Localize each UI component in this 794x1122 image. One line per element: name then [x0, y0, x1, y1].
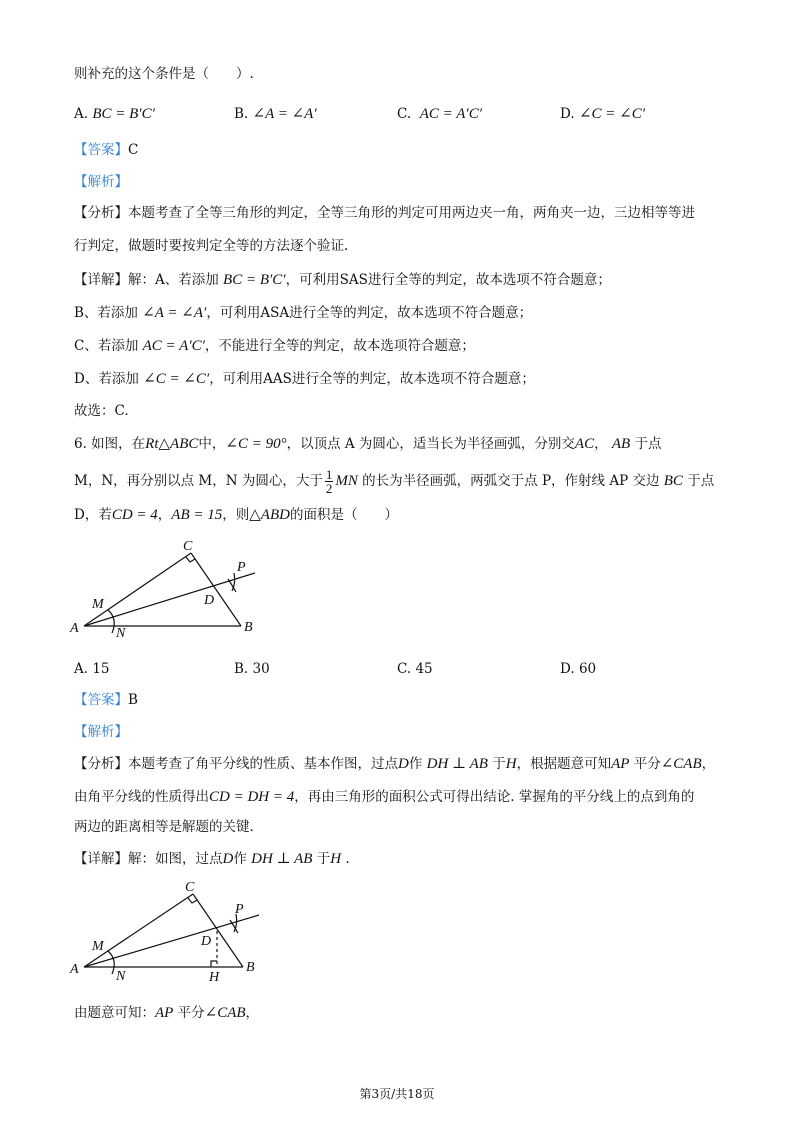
- label-m: M: [92, 939, 104, 954]
- q6-option-a: A. 15: [74, 661, 110, 677]
- q5-option-a: A. BC = B′C′: [74, 106, 155, 122]
- label-p: P: [237, 560, 246, 575]
- q6-answer: 【答案】B: [74, 692, 138, 708]
- q6-analysis-line1: 【分析】本题考查了角平分线的性质、基本作图，过点D作 DH ⊥ AB 于H，根据题意可知AP 平分∠CAB，: [74, 756, 716, 772]
- label-a: A: [70, 962, 79, 977]
- q5-option-c: C. AC = A′C′: [397, 106, 482, 122]
- q5-detail-d: D、若添加 ∠C = ∠C′，可利用AAS进行全等的判定，故本选项不符合题意；: [74, 371, 535, 387]
- label-m: M: [92, 597, 104, 612]
- label-b: B: [244, 620, 253, 635]
- triangle-figure-1: [60, 535, 270, 645]
- q5-option-b: B. ∠A = ∠A′: [234, 106, 317, 122]
- arc-mn: [108, 610, 114, 633]
- label-d: D: [201, 934, 212, 949]
- intro-line: [74, 64, 254, 84]
- q6-line1: 6. 如图，在Rt△ABC中，∠C = 90°，以顶点 A 为圆心，适当长为半径画弧，分别交AC， AB 于点: [74, 436, 662, 452]
- label-h: H: [209, 970, 220, 985]
- q5-analysis-line2: 行判定，做题时要按判定全等的方法逐个验证.: [74, 238, 349, 254]
- q5-answer: 【答案】C: [74, 142, 139, 158]
- label-c: C: [185, 880, 195, 895]
- label-n: N: [116, 626, 126, 641]
- label-d: D: [204, 593, 215, 608]
- label-a: A: [70, 621, 79, 636]
- q6-option-c: C. 45: [397, 661, 433, 677]
- q5-jiexi: 【解析】: [74, 174, 128, 190]
- q5-analysis-line1: 【分析】本题考查了全等三角形的判定，全等三角形的判定可用两边夹一角，两角夹一边，三边相等等进: [74, 205, 695, 221]
- intro-text: 则补充的这个条件是（ ）.: [74, 66, 254, 82]
- label-n: N: [116, 969, 126, 984]
- q6-jiexi: 【解析】: [74, 724, 128, 740]
- q6-option-d: D. 60: [560, 661, 597, 677]
- triangle-figure-2: [60, 873, 275, 988]
- q5-option-d: D. ∠C = ∠C′: [560, 106, 645, 122]
- label-b: B: [246, 960, 255, 975]
- arc-mn: [108, 951, 114, 974]
- page-footer: 第3页/共18页: [359, 1087, 435, 1101]
- q6-analysis-line3: 两边的距离相等是解题的关键.: [74, 819, 254, 835]
- q6-analysis-line2: 由角平分线的性质得出CD = DH = 4，再由三角形的面积公式可得出结论. 掌握角的平分线上的点到角的: [74, 789, 695, 805]
- q6-detail: 【详解】解：如图，过点D作 DH ⊥ AB 于H .: [74, 851, 350, 867]
- q5-detail-a: 【详解】解：A、若添加 BC = B′C′，可利用SAS进行全等的判定，故本选项不符合题意；: [74, 272, 611, 288]
- side-cb: [191, 553, 241, 626]
- ray-ap: [84, 915, 259, 967]
- side-ac: [84, 553, 191, 626]
- q6-line3: D，若CD = 4，AB = 15，则△ABD的面积是（ ）: [74, 507, 398, 523]
- half-fraction: $\frac{1}{2}$: [325, 467, 333, 496]
- label-p: P: [235, 902, 244, 917]
- side-ac: [84, 894, 193, 967]
- q5-choose: 故选：C.: [74, 403, 129, 419]
- q5-detail-c: C、若添加 AC = A′C′，不能进行全等的判定，故本选项符合题意；: [74, 338, 475, 354]
- q5-detail-b: B、若添加 ∠A = ∠A′，可利用ASA进行全等的判定，故本选项不符合题意；: [74, 305, 533, 321]
- label-c: C: [183, 539, 193, 554]
- q6-option-b: B. 30: [234, 661, 270, 677]
- right-angle-h: [211, 961, 217, 967]
- q6-line2: M，N，再分别以点 M，N 为圆心，大于 $\frac{1}{2}$ MN 的长为半径画弧，两弧交于点 P，作射线 AP 交边 BC 于点: [74, 467, 715, 496]
- q6-known: 由题意可知：AP 平分∠CAB，: [74, 1005, 260, 1021]
